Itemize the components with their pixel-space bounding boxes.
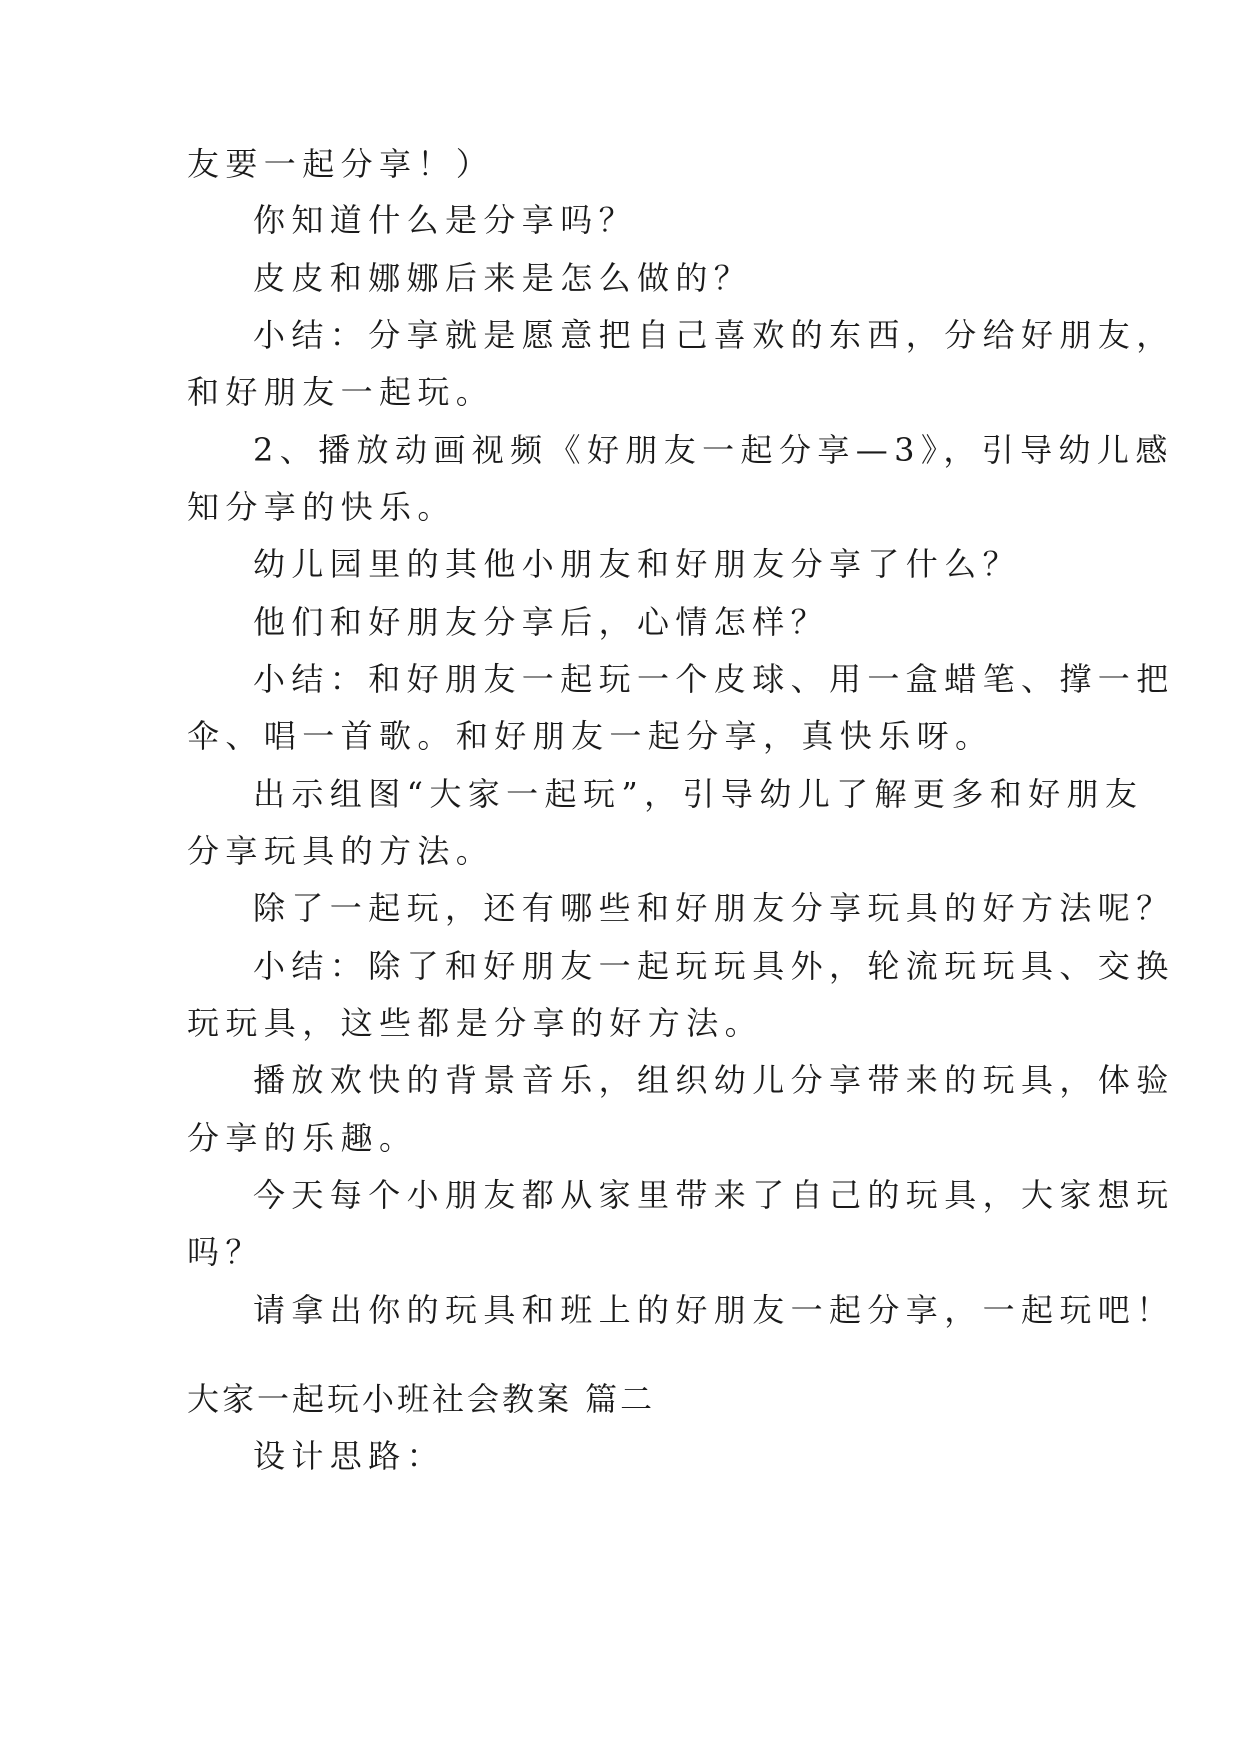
text-line: 出示组图“大家一起玩”，引导幼儿了解更多和好朋友: [253, 775, 1144, 813]
section-heading: 大家一起玩小班社会教案 篇二: [187, 1380, 656, 1418]
text-line: 伞、唱一首歌。和好朋友一起分享，真快乐呀。: [187, 717, 994, 755]
text-line: 小结：和好朋友一起玩一个皮球、用一盒蜡笔、撑一把: [253, 660, 1175, 698]
text-line: 分享的乐趣。: [187, 1119, 418, 1157]
text-line: 分享玩具的方法。: [187, 832, 495, 870]
text-line: 友要一起分享！）: [187, 145, 495, 183]
text-line: 小结：分享就是愿意把自己喜欢的东西，分给好朋友，: [253, 316, 1175, 354]
text-line: 2、播放动画视频《好朋友一起分享—3》，引导幼儿感: [253, 431, 1174, 469]
text-line: 小结：除了和好朋友一起玩玩具外，轮流玩玩具、交换: [253, 947, 1175, 985]
text-line: 皮皮和娜娜后来是怎么做的？: [253, 259, 753, 297]
text-line: 你知道什么是分享吗？: [253, 201, 638, 239]
text-line: 吗？: [187, 1233, 264, 1271]
text-line: 播放欢快的背景音乐，组织幼儿分享带来的玩具，体验: [253, 1061, 1175, 1099]
text-line: 今天每个小朋友都从家里带来了自己的玩具，大家想玩: [253, 1176, 1175, 1214]
text-line: 幼儿园里的其他小朋友和好朋友分享了什么？: [253, 545, 1022, 583]
text-line: 他们和好朋友分享后，心情怎样？: [253, 603, 830, 641]
text-line: 知分享的快乐。: [187, 488, 456, 526]
text-line: 玩玩具，这些都是分享的好方法。: [187, 1004, 764, 1042]
text-line: 设计思路：: [253, 1437, 446, 1475]
text-line: 除了一起玩，还有哪些和好朋友分享玩具的好方法呢？: [253, 889, 1175, 927]
text-line: 和好朋友一起玩。: [187, 373, 495, 411]
text-line: 请拿出你的玩具和班上的好朋友一起分享，一起玩吧！: [253, 1291, 1175, 1329]
